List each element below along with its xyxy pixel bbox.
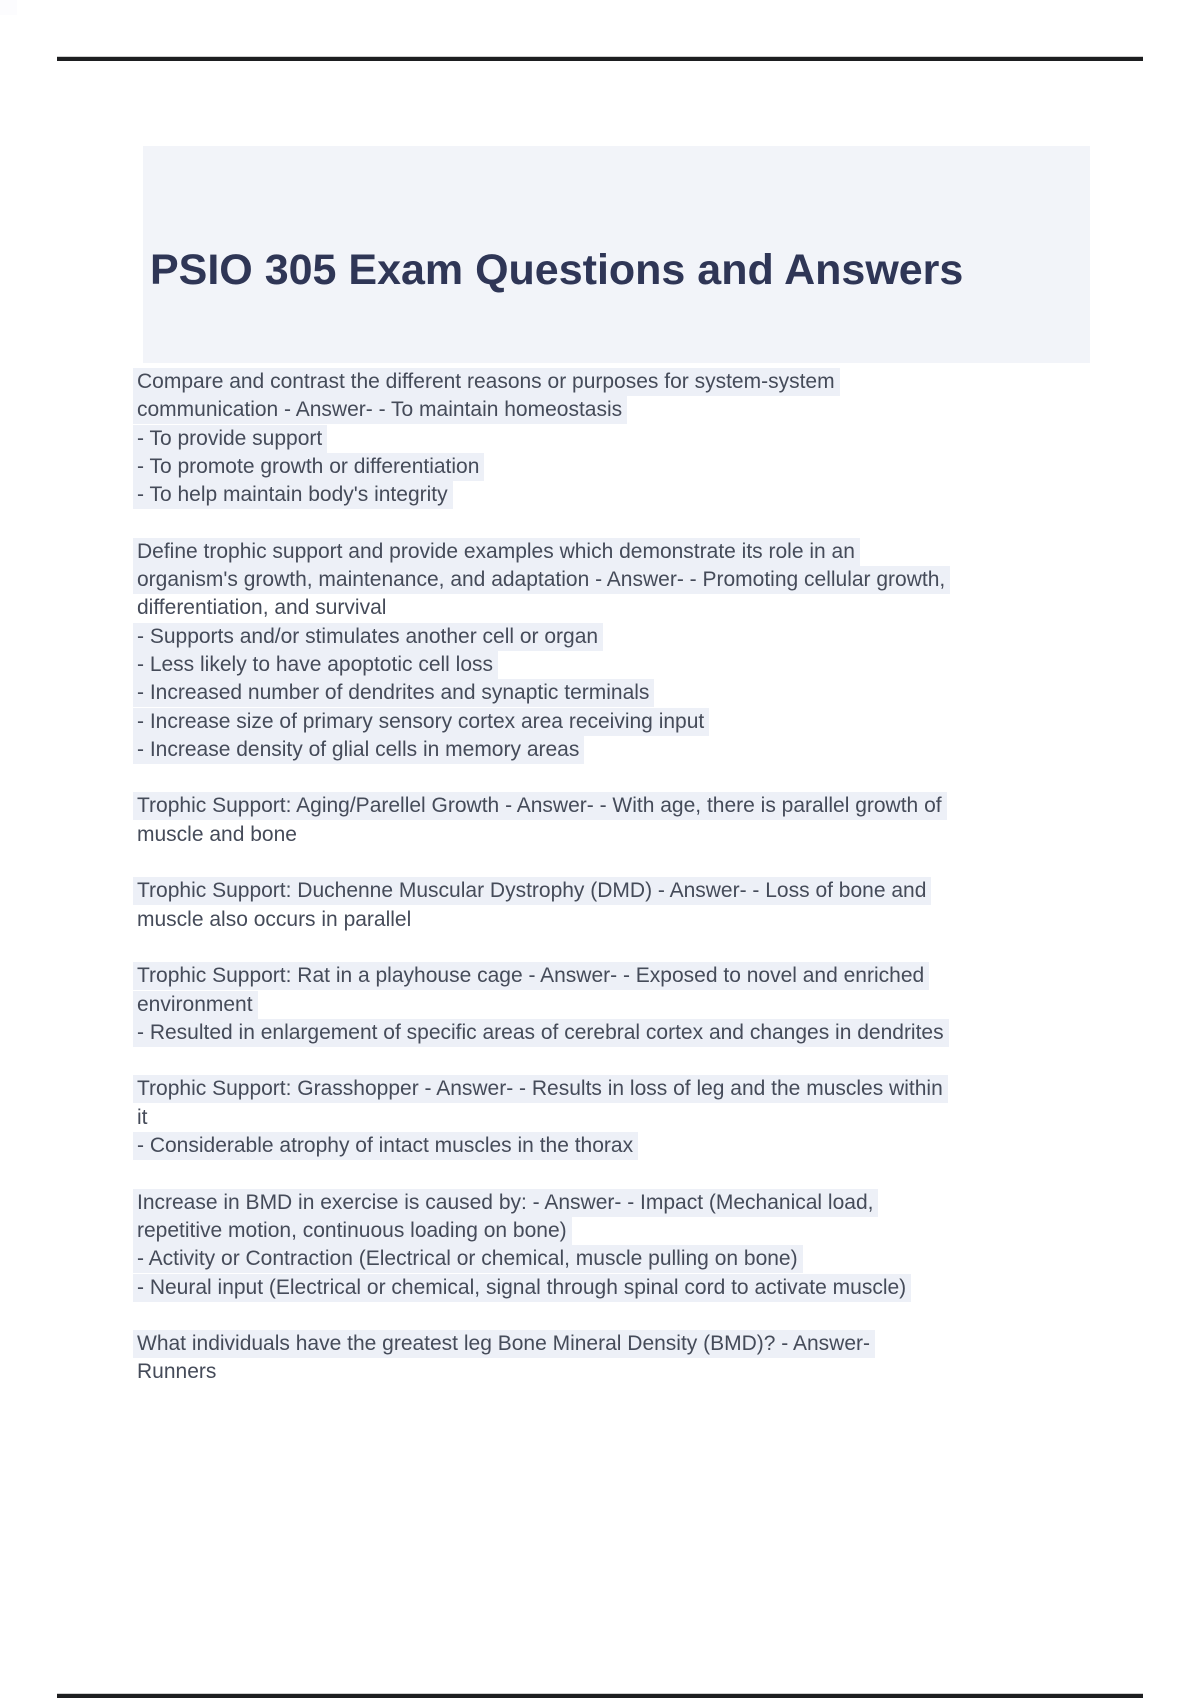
qa-line: - Increase density of glial cells in memory areas <box>137 736 1147 764</box>
qa-paragraph <box>137 1189 1147 1302</box>
scan-corner-artifact <box>0 0 17 15</box>
qa-paragraph <box>137 962 1147 1047</box>
qa-line: environment <box>137 991 1147 1019</box>
bottom-horizontal-rule <box>57 1693 1143 1698</box>
qa-line: it <box>137 1105 148 1129</box>
qa-line: repetitive motion, continuous loading on bone) <box>137 1217 1147 1245</box>
qa-line: communication - Answer- - To maintain homeostasis <box>137 396 1147 424</box>
title-banner <box>143 146 1090 363</box>
qa-line: - Supports and/or stimulates another cell or organ <box>137 623 1147 651</box>
qa-line: differentiation, and survival <box>137 596 387 620</box>
qa-line: Trophic Support: Grasshopper - Answer- - Results in loss of leg and the muscles within <box>137 1075 1147 1103</box>
qa-paragraph <box>137 368 1147 509</box>
qa-line: - To provide support <box>137 425 1147 453</box>
qa-line: Runners <box>137 1360 217 1384</box>
qa-paragraph <box>137 1075 1147 1160</box>
qa-line: organism's growth, maintenance, and adaptation - Answer- - Promoting cellular growth, <box>137 566 1147 594</box>
qa-line: Increase in BMD in exercise is caused by: - Answer- - Impact (Mechanical load, <box>137 1189 1147 1217</box>
qa-line: Compare and contrast the different reasons or purposes for system-system <box>137 368 1147 396</box>
qa-line: Trophic Support: Aging/Parellel Growth - Answer- - With age, there is parallel growth of <box>137 792 1147 820</box>
qa-paragraph <box>137 792 1147 849</box>
qa-line: - Neural input (Electrical or chemical, signal through spinal cord to activate muscle) <box>137 1274 1147 1302</box>
qa-line: - Increased number of dendrites and synaptic terminals <box>137 679 1147 707</box>
document-body <box>137 368 1147 1387</box>
qa-line: Trophic Support: Duchenne Muscular Dystrophy (DMD) - Answer- - Loss of bone and <box>137 877 1147 905</box>
qa-line: What individuals have the greatest leg Bone Mineral Density (BMD)? - Answer- <box>137 1330 1147 1358</box>
qa-line: - To promote growth or differentiation <box>137 453 1147 481</box>
qa-line: Trophic Support: Rat in a playhouse cage - Answer- - Exposed to novel and enriched <box>137 962 1147 990</box>
qa-line: - Less likely to have apoptotic cell loss <box>137 651 1147 679</box>
qa-line: muscle also occurs in parallel <box>137 907 412 931</box>
qa-line: - To help maintain body's integrity <box>137 481 1147 509</box>
qa-line: - Activity or Contraction (Electrical or chemical, muscle pulling on bone) <box>137 1245 1147 1273</box>
qa-paragraph <box>137 538 1147 764</box>
qa-paragraph <box>137 877 1147 934</box>
qa-line: muscle and bone <box>137 822 297 846</box>
top-horizontal-rule <box>57 56 1143 61</box>
qa-line: Define trophic support and provide examples which demonstrate its role in an <box>137 538 1147 566</box>
qa-line: - Resulted in enlargement of specific areas of cerebral cortex and changes in dendrites <box>137 1019 1147 1047</box>
qa-line: - Considerable atrophy of intact muscles in the thorax <box>137 1132 1147 1160</box>
qa-line: - Increase size of primary sensory cortex area receiving input <box>137 708 1147 736</box>
page-title: PSIO 305 Exam Questions and Answers <box>150 246 964 294</box>
qa-paragraph <box>137 1330 1147 1387</box>
